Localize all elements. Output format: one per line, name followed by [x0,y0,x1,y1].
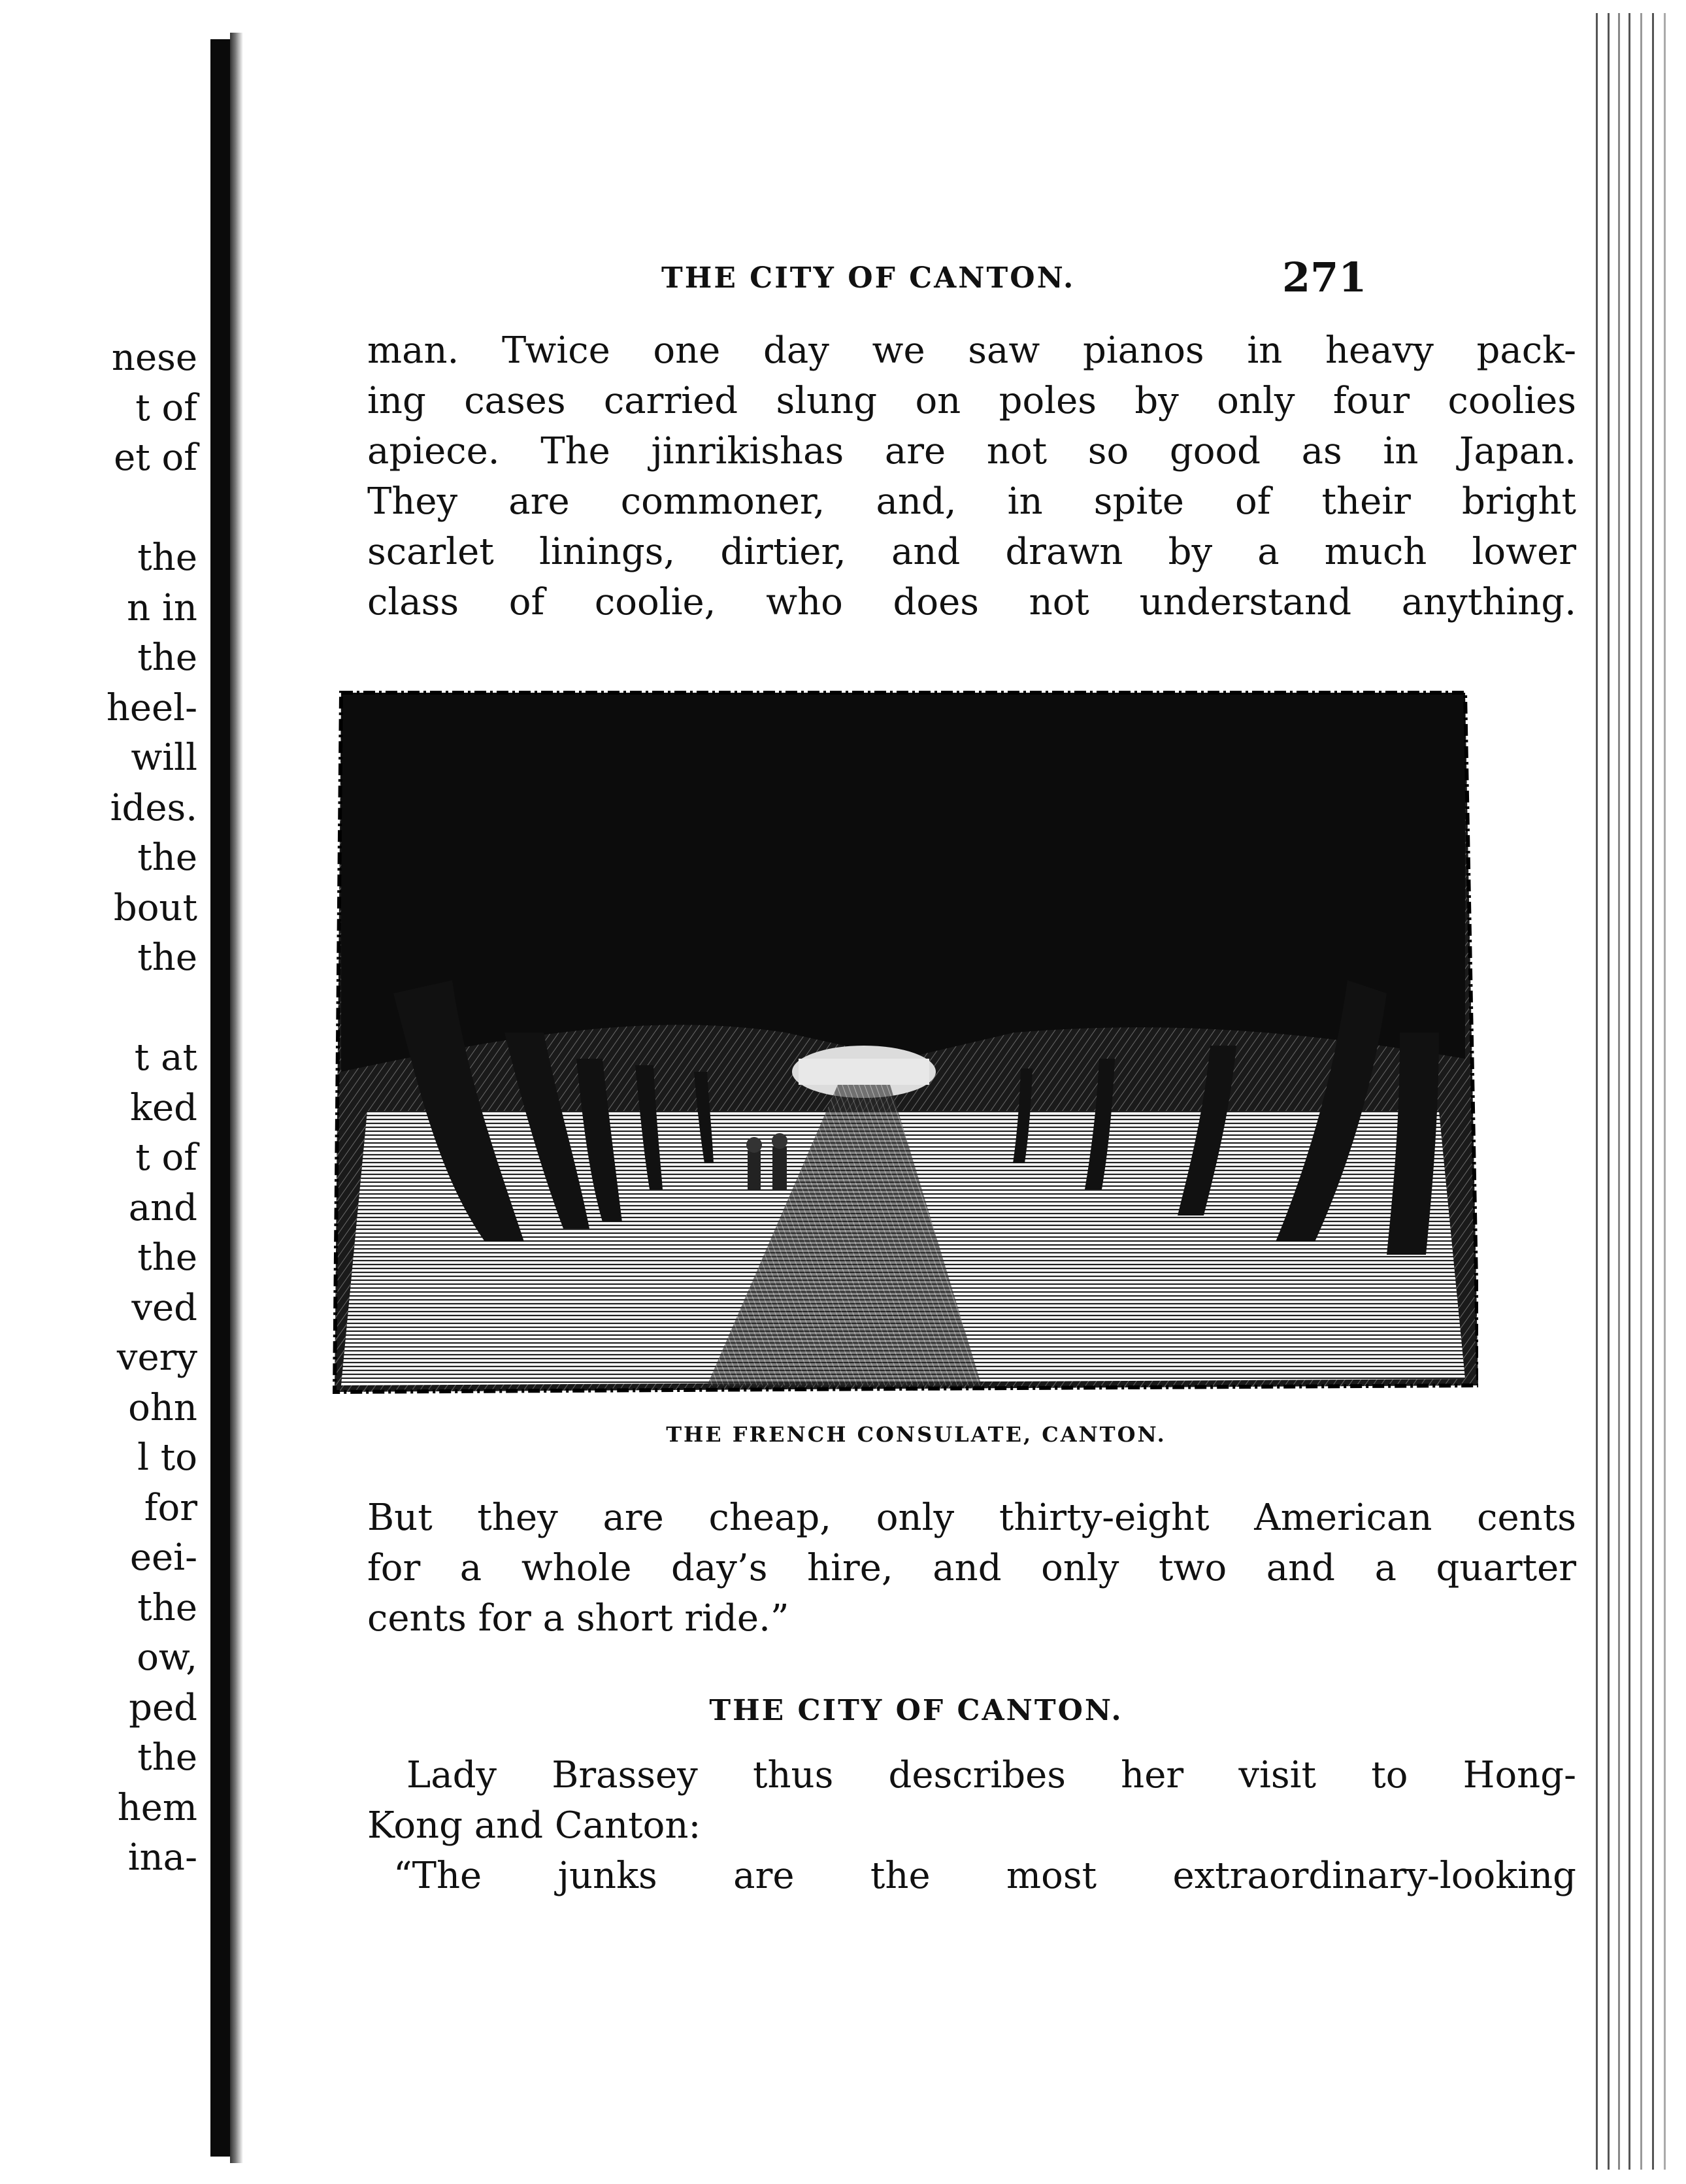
figure-caption: THE FRENCH CONSULATE, CANTON. [666,1422,1166,1447]
running-head-title: THE CITY OF CANTON. [661,261,1076,295]
left-page-line-fragment: will [131,736,197,779]
book-gutter [210,39,230,2157]
left-page-line-fragment: the [137,537,197,579]
engraving-illustration [328,667,1478,1418]
text-line: They are commoner, and, in spite of their bright [367,480,1576,523]
left-page-line-fragment: for [144,1486,197,1529]
left-page-line-fragment: ped [129,1686,197,1729]
page-number: 271 [1282,254,1367,301]
left-page-line-fragment: the [137,936,197,979]
left-page-line-fragment: ked [130,1086,197,1129]
text-line: Lady Brassey thus describes her visit to Hong- [406,1754,1576,1796]
left-page-line-fragment: n in [127,586,197,629]
section-heading: THE CITY OF CANTON. [709,1694,1123,1727]
left-page-line-fragment: the [137,836,197,879]
left-page-line-fragment: et of [114,437,197,479]
left-page-line-fragment: the [137,1736,197,1779]
left-page-line-fragment: bout [113,886,197,929]
gutter-shadow [230,33,243,2163]
left-page-line-fragment: ides. [110,786,197,829]
left-page-line-fragment: and [128,1186,197,1229]
left-page-line-fragment: very [116,1336,197,1379]
text-line: man. Twice one day we saw pianos in heavy pack- [367,329,1576,372]
left-page-line-fragment: the [137,1586,197,1629]
left-page-line-fragment: hem [117,1786,197,1829]
paragraph-quote [367,1851,1576,1901]
left-page-line-fragment: nese [111,337,197,379]
text-line: Kong and Canton: [367,1804,701,1847]
left-page-line-fragment: ohn [128,1386,197,1429]
book-page [243,26,1589,2170]
left-page-line-fragment: t of [135,386,197,429]
left-page-line-fragment: eei- [129,1536,197,1579]
text-line: scarlet linings, dirtier, and drawn by a much lower [367,531,1576,573]
left-facing-page [0,39,209,2157]
text-line: apiece. The jinrikishas are not so good as in Japan. [367,430,1576,472]
left-page-line-fragment: the [137,637,197,679]
left-page-line-fragment: t of [135,1136,197,1179]
paragraph-continuation [367,325,1576,627]
left-page-line-fragment: l to [137,1436,197,1479]
left-page-line-fragment: t at [134,1036,197,1079]
paragraph-lady-brassey [367,1750,1576,1851]
running-head [243,254,1589,314]
text-line: ing cases carried slung on poles by only four coolies [367,380,1576,422]
left-page-line-fragment: ina- [127,1836,197,1879]
page-edges [1589,13,1686,2170]
paragraph-continued [367,1493,1576,1644]
left-page-line-fragment: ow, [137,1636,197,1679]
text-line: for a whole day’s hire, and only two and a quarter [367,1547,1576,1589]
text-line: cents for a short ride.” [367,1597,789,1640]
left-page-line-fragment: ved [131,1286,197,1329]
text-line: class of coolie, who does not understand anything. [367,581,1576,623]
text-line: “The junks are the most extraordinary-looking [393,1855,1576,1897]
text-line: But they are cheap, only thirty-eight American cents [367,1497,1576,1539]
left-page-line-fragment: the [137,1236,197,1279]
left-page-line-fragment: heel- [106,686,197,729]
